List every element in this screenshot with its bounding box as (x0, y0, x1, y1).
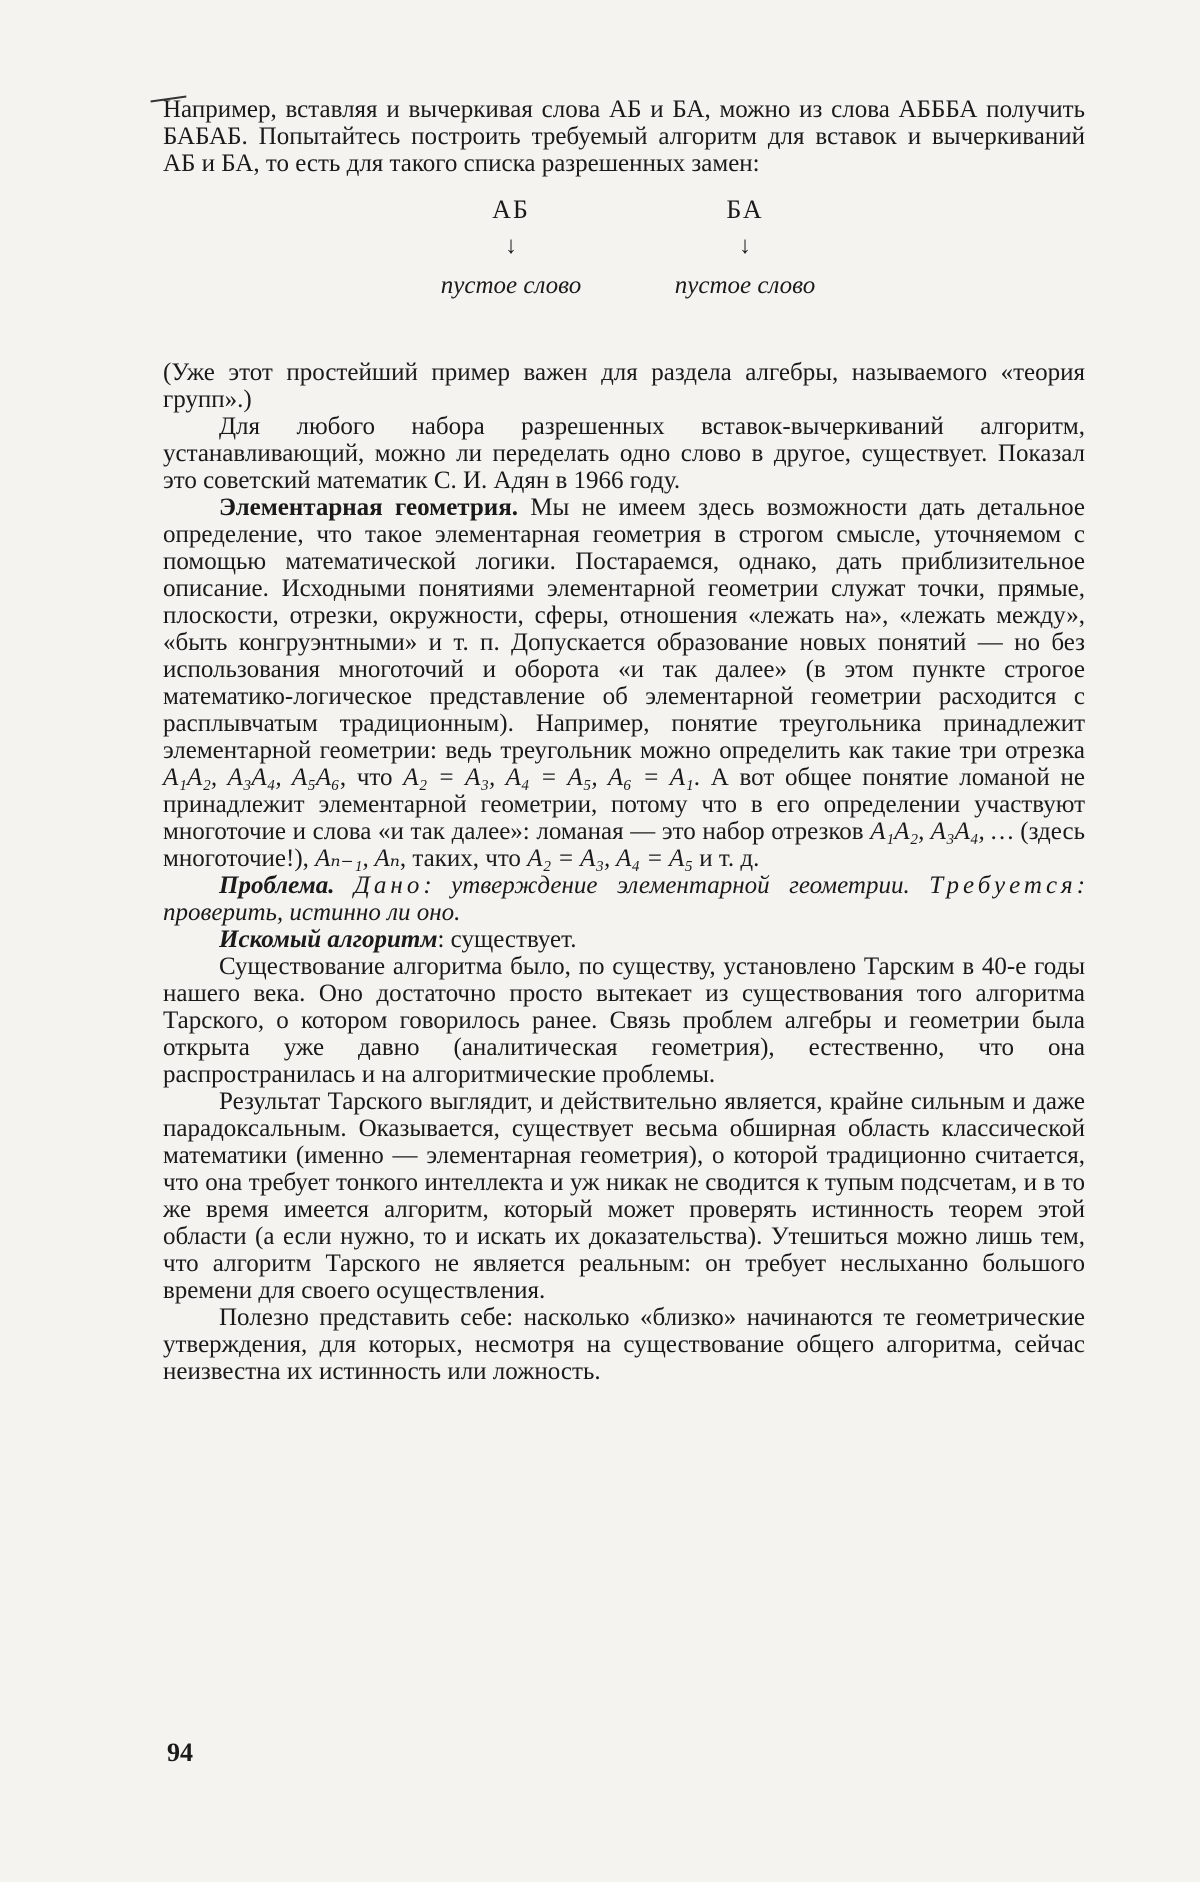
diagram-left-column (401, 195, 621, 301)
paragraph-7: Полезно представить себе: насколько «близко» начинаются те геометрические утверждения, для которых, несмотря на существование общего алгоритма, сейчас неизвестна их истинность или ложность. (163, 1304, 1085, 1385)
diagram-left-result: пустое слово (440, 272, 582, 299)
page-body (163, 96, 1085, 1385)
paragraph-5: Существование алгоритма было, по существу, установлено Тарским в 40-е годы нашего века. Оно достаточно просто вытекает из существования того алгоритма Тарского, о котором говорилось ранее. Связь проблем алгебры и геометрии была открыта уже давно (аналитическая геометрия), естественно, что она распространилась и на алгоритмические проблемы. (163, 953, 1085, 1088)
problem-statement (163, 872, 1085, 926)
diagram-right-result: пустое слово (674, 272, 816, 299)
given-text: : утверждение элементарной геометрии. (423, 872, 930, 899)
text-segment: и т. д. (692, 845, 760, 872)
math-expression: A₂ = A₃, A₄ = A₅ (527, 845, 693, 872)
diagram-right-word: БА (726, 195, 764, 224)
paragraph-elementary-geometry (163, 494, 1085, 872)
paragraph-1: Например, вставляя и вычеркивая слова АБ и БА, можно из слова АБББА получить БАБАБ. Попытайтесь построить требуемый алгоритм для вставок и вычеркиваний АБ и БА, то есть для такого списка разрешенных замен: (163, 96, 1085, 177)
text-segment: , что (339, 764, 404, 791)
text-segment: . А вот общее понятие ломаной не принадлежит элементарной геометрии, потому что в его определении участвуют многоточие и слова «и так далее»: ломаная — это набор отрезков (163, 764, 1085, 845)
replacement-diagram (163, 195, 1085, 345)
math-expression: A₂ = A₃, A₄ = A₅, A₆ = A₁ (403, 764, 694, 791)
math-expression: Aₙ₋₁, Aₙ (315, 845, 400, 872)
required-text: : проверить, истинно ли оно. (163, 872, 1086, 926)
text-segment: , таких, что (399, 845, 528, 872)
math-expression: A₁A₂, A₃A₄, … (870, 818, 1014, 845)
required-label: Требуется (929, 872, 1077, 899)
diagram-left-word: АБ (492, 195, 530, 224)
given-label: Дано (354, 872, 424, 899)
text-segment: (здесь многоточие!), (163, 818, 1085, 872)
paragraph-6: Результат Тарского выглядит, и действительно является, крайне сильным и даже парадоксальным. Оказывается, существует весьма обширная область классической математики (именно — элементарная геометрия), о которой традиционно считается, что она требует тонкого интеллекта и уж никак не сводится к тупым подсчетам, и в то же время имеется алгоритм, который может проверять истинность теорем этой области (а если нужно, то и искать их доказательства). Утешиться можно лишь тем, что алгоритм Тарского не является реальным: он требует неслыханно большого времени для своего осуществления. (163, 1088, 1085, 1304)
section-heading: Элементарная геометрия. (219, 494, 518, 521)
page-number: 94 (167, 1738, 193, 1767)
math-expression: A₁A₂, A₃A₄, A₅A₆ (163, 764, 340, 791)
algorithm-label: Искомый алгоритм (219, 926, 438, 953)
down-arrow-icon: ↓ (505, 233, 517, 259)
problem-label: Проблема. (219, 872, 335, 899)
algorithm-text: : существует. (437, 926, 577, 953)
text-segment: Мы не имеем здесь возможности дать детальное определение, что такое элементарная геометрия в строгом смысле, уточняемом с помощью математической логики. Постараемся, однако, дать приблизительное описание. Исходными понятиями элементарной геометрии служат точки, прямые, плоскости, отрезки, окружности, сферы, отношения «лежать на», «лежать между», «быть конгруэнтными» и т. п. Допускается образование новых понятий — но без использования многоточий и оборота «и так далее» (в этом пункте строгое математико-логическое представление об элементарной геометрии расходится с расплывчатым традиционным). Например, понятие треугольника принадлежит элементарной геометрии: ведь треугольник можно определить как такие три отрезка (163, 494, 1085, 764)
down-arrow-icon: ↓ (739, 233, 751, 259)
algorithm-statement (163, 926, 1085, 953)
paragraph-2: (Уже этот простейший пример важен для раздела алгебры, называемого «теория групп».) (163, 359, 1085, 413)
paragraph-3: Для любого набора разрешенных вставок-вычеркиваний алгоритм, устанавливающий, можно ли переделать одно слово в другое, существует. Показал это советский математик С. И. Адян в 1966 году. (163, 413, 1085, 494)
diagram-right-column (635, 195, 855, 301)
